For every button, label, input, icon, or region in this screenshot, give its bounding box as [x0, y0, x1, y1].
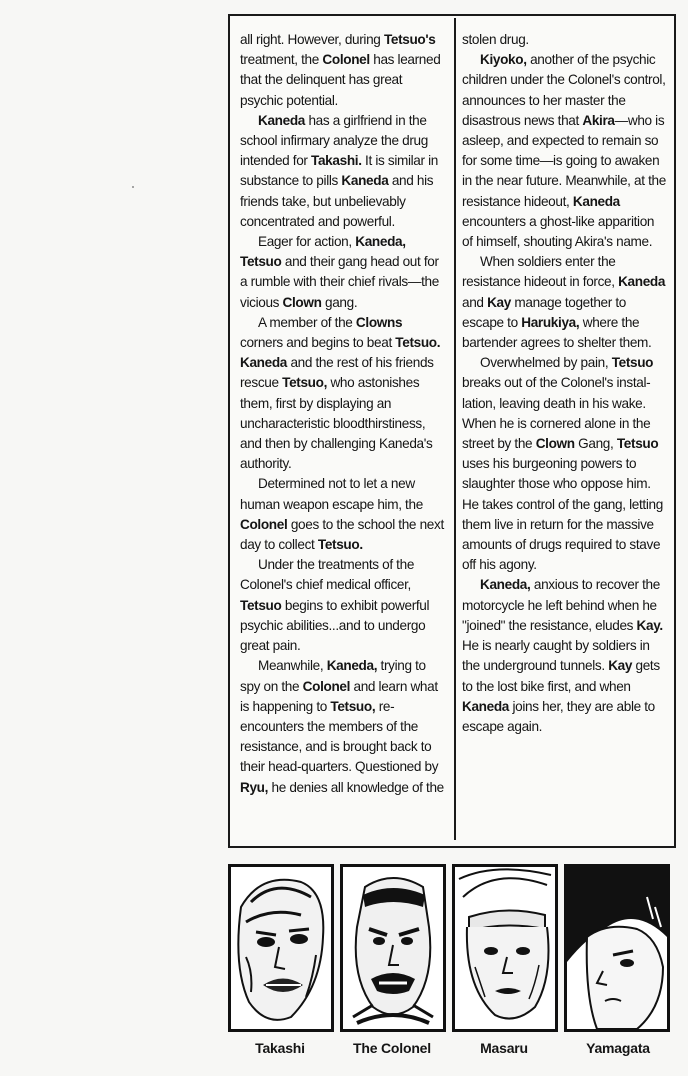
summary-text: stolen drug. [462, 32, 529, 47]
caption-yamagata: Yamagata [586, 1040, 650, 1056]
summary-text: Eager for action, [258, 234, 356, 250]
summary-text: Overwhelmed by pain, [480, 355, 612, 371]
summary-text: Under the treatments of the Colonel's chief medical officer, [240, 557, 415, 593]
summary-text: goes to the school the next day to collect [240, 516, 444, 553]
character-name-emphasis: Tetsuo's [383, 32, 436, 47]
summary-paragraph [462, 353, 666, 575]
character-name-emphasis: Kaneda, [480, 577, 531, 593]
summary-text: Gang, [574, 436, 617, 452]
summary-paragraph [240, 474, 444, 555]
summary-text: where the bartender agrees to shelter them. [462, 314, 652, 351]
summary-text: manage together to escape to [462, 294, 626, 330]
takashi-portrait-icon [228, 864, 334, 1032]
character-name-emphasis: Clowns [355, 314, 403, 330]
summary-text: and their gang head out for a rumble with their chief rivals—the vicious [240, 254, 439, 310]
character-name-emphasis: Colonel [302, 678, 351, 694]
character-portrait-strip [226, 858, 680, 1038]
summary-text: anxious to recover the motorcycle he left behind when he "joined" the resistance, eludes [462, 577, 660, 633]
character-name-emphasis: Kaneda [462, 698, 510, 714]
summary-right-column [462, 30, 666, 737]
masaru-portrait-icon [452, 864, 558, 1032]
yamagata-portrait-icon [564, 864, 670, 1032]
character-name-emphasis: Clown [535, 436, 575, 452]
summary-text: and his friends take, but unbelievably concentrated and powerful. [240, 173, 434, 229]
character-name-emphasis: Clown [282, 294, 322, 310]
summary-text: gets to the lost bike first, and when [462, 658, 660, 694]
summary-text: he denies all knowledge of the [268, 779, 444, 795]
summary-text: re-encounters the members of the resistance, and is brought back to their head-quarters. Questioned by [240, 698, 439, 775]
caption-takashi: Takashi [255, 1040, 305, 1056]
character-name-emphasis: Kay [487, 294, 511, 310]
summary-paragraph [462, 252, 666, 353]
colonel-portrait-icon [340, 864, 446, 1032]
character-name-emphasis: Tetsuo, [330, 698, 376, 714]
character-name-emphasis: Kaneda [258, 112, 306, 128]
summary-text: has a girlfriend in the school infirmary analyze the drug intended for [240, 112, 428, 169]
summary-text: breaks out of the Colonel's instal-lation, leaving death in his wake. When he is cornered alone in the street by the [462, 375, 651, 452]
character-name-emphasis: Kay. [636, 617, 663, 633]
summary-paragraph [462, 50, 666, 252]
character-name-emphasis: Kaneda, [326, 658, 378, 674]
character-name-emphasis: Tetsuo [611, 355, 654, 371]
speck-mark [132, 186, 134, 188]
character-name-emphasis: Kay [608, 658, 633, 674]
character-name-emphasis: Takashi. [311, 153, 362, 169]
character-name-emphasis: Kaneda [572, 193, 620, 209]
summary-text: treatment, the [240, 52, 323, 68]
summary-text: It is similar in substance to pills [240, 153, 439, 189]
summary-text: A member of the [258, 314, 356, 330]
summary-text: Determined not to let a new human weapon escape him, the [240, 476, 423, 512]
summary-text: and [462, 294, 488, 310]
summary-text: and learn what is happening to [240, 678, 438, 714]
summary-text: corners and begins to beat [240, 335, 396, 351]
character-name-emphasis: Kaneda [618, 274, 666, 290]
character-name-emphasis: Colonel [240, 516, 288, 532]
summary-text: When soldiers enter the resistance hideout in force, [462, 254, 619, 290]
summary-paragraph [240, 555, 444, 656]
summary-text: He is nearly caught by soldiers in the underground tunnels. [462, 638, 650, 674]
summary-paragraph [240, 111, 444, 232]
summary-paragraph [240, 656, 444, 797]
character-name-emphasis: Tetsuo [616, 436, 659, 452]
summary-paragraph [240, 30, 444, 111]
character-name-emphasis: Colonel [322, 52, 370, 68]
summary-text: has learned that the delinquent has great psychic potential. [240, 52, 441, 108]
summary-text: gang. [321, 294, 358, 310]
caption-the-colonel: The Colonel [353, 1040, 431, 1056]
caption-masaru: Masaru [480, 1040, 528, 1056]
character-name-emphasis: Tetsuo. [317, 537, 363, 553]
character-name-emphasis: Harukiya, [521, 314, 580, 330]
summary-text: trying to spy on the [240, 658, 426, 694]
summary-paragraph [462, 575, 666, 737]
character-name-emphasis: Kaneda, Tetsuo [240, 234, 406, 270]
character-name-emphasis: Kaneda [341, 173, 389, 189]
summary-text: encounters a ghost-like apparition of himself, shouting Akira's name. [462, 213, 655, 250]
summary-paragraph [462, 30, 666, 50]
summary-text: and the rest of his friends rescue [240, 355, 434, 391]
summary-text: —who is asleep, and expected to remain so for some time—is going to awaken in the near future. Meanwhile, at the resistance hideout, [462, 112, 666, 209]
summary-text: who astonishes them, first by displaying an uncharacteristic bloodthirstiness, and then by challenging Kaneda's authority. [240, 375, 433, 472]
summary-text: joins her, they are able to escape again. [462, 698, 655, 734]
summary-text: another of the psychic children under the Colonel's control, announces to her master the disastrous news that [462, 52, 666, 128]
summary-paragraph [240, 313, 444, 475]
character-name-emphasis: Akira [582, 112, 615, 128]
character-name-emphasis: Tetsuo [240, 597, 282, 613]
story-summary-box [228, 14, 676, 848]
summary-text: begins to exhibit powerful psychic abilities...and to undergo great pain. [240, 597, 430, 654]
summary-text: all right. However, during [240, 32, 384, 47]
character-name-emphasis: Ryu, [240, 779, 269, 795]
summary-text: uses his burgeoning powers to slaughter those who oppose him. He takes control of the gang, letting them live in return for the massive amounts of drugs required to stave off his agony. [462, 456, 663, 573]
summary-left-column [240, 30, 444, 798]
character-name-emphasis: Tetsuo. Kaneda [240, 335, 441, 371]
summary-paragraph [240, 232, 444, 313]
summary-text: Meanwhile, [258, 658, 327, 674]
character-name-emphasis: Tetsuo, [282, 375, 328, 391]
column-divider [454, 18, 456, 840]
character-name-emphasis: Kiyoko, [480, 52, 527, 68]
